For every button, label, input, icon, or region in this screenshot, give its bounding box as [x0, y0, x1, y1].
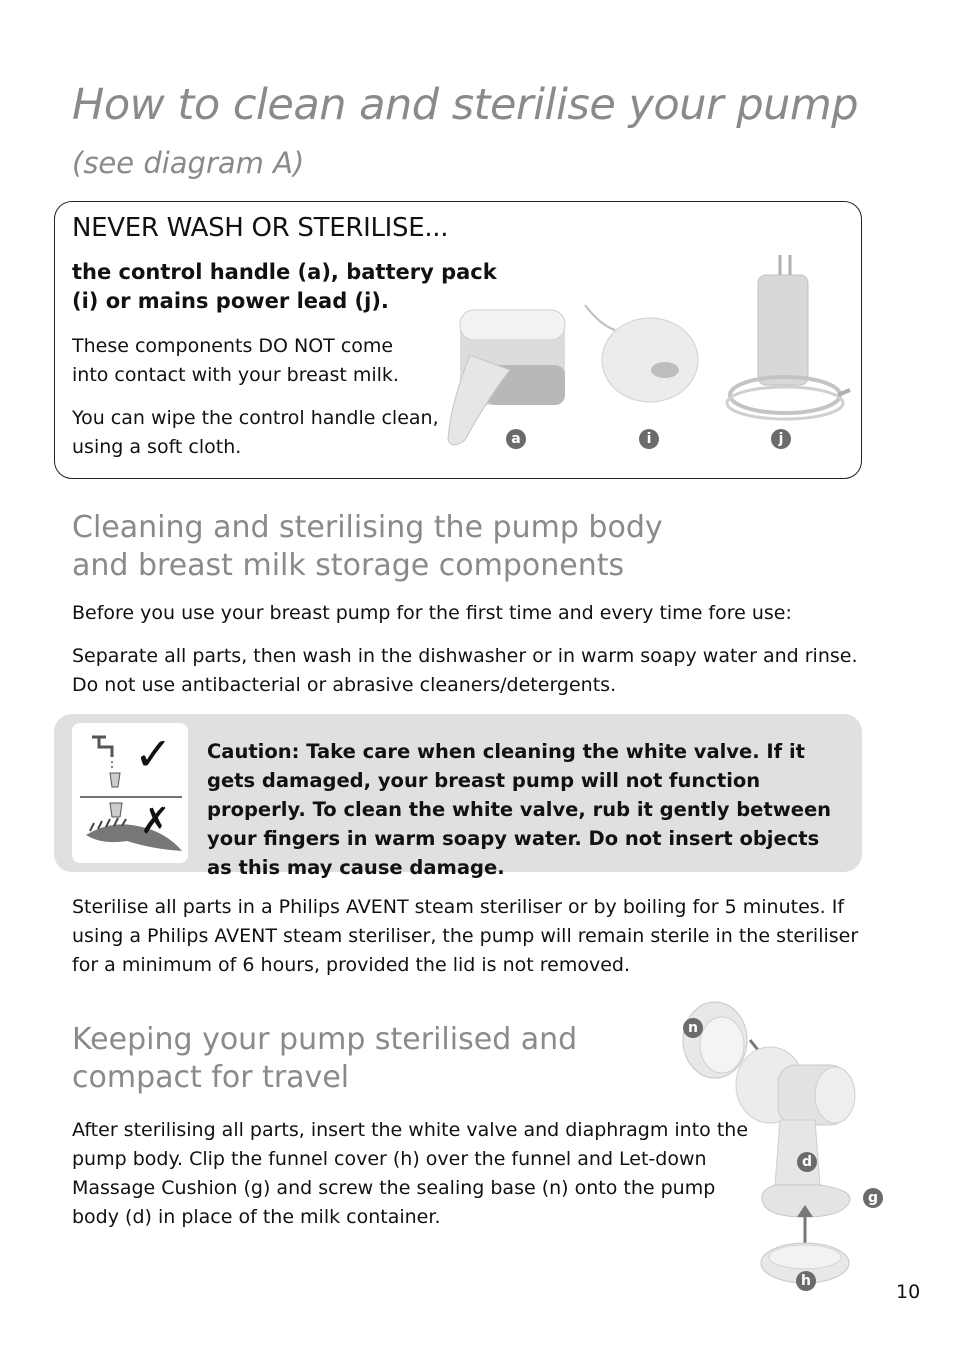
- label-i: i: [639, 429, 659, 449]
- check-mark-icon: ✓: [134, 727, 173, 781]
- page-title: How to clean and sterilise your pump: [72, 80, 859, 130]
- cleaning-paragraph-2: Separate all parts, then wash in the dishwasher or in warm soapy water and rinse. Do not use antibacterial or abrasive cleaners/detergents.: [72, 645, 858, 696]
- label-n: n: [683, 1018, 703, 1038]
- label-j: j: [771, 429, 791, 449]
- sealing-base-image: [683, 1002, 747, 1078]
- battery-pack-image: [585, 305, 698, 402]
- page-number: 10: [896, 1281, 921, 1303]
- never-wash-paragraph-1: These components DO NOT come into contact with your breast milk.: [72, 335, 399, 386]
- label-d: d: [797, 1152, 817, 1172]
- caution-text: Caution: Take care when cleaning the white valve. If it gets damaged, your breast pump will not function properly. To clean the white valve, rub it gently between your fingers in warm soapy water. Do not insert objects as this may cause damage.: [207, 740, 832, 879]
- pump-assembly-illustration: [670, 995, 870, 1295]
- pump-body-image: [736, 1047, 855, 1185]
- power-lead-image: [727, 255, 850, 419]
- travel-section-heading: Keeping your pump sterilised and compact for travel: [72, 1022, 578, 1095]
- control-handle-image: [448, 310, 565, 445]
- page-subtitle: (see diagram A): [72, 146, 305, 180]
- never-wash-heading: NEVER WASH OR STERILISE...: [72, 213, 449, 243]
- cleaning-section-heading: Cleaning and sterilising the pump body and breast milk storage components: [72, 510, 663, 583]
- cleaning-paragraph-1: Before you use your breast pump for the first time and every time fore use:: [72, 602, 792, 624]
- label-a: a: [506, 429, 526, 449]
- sterilise-paragraph: Sterilise all parts in a Philips AVENT steam steriliser or by boiling for 5 minutes. If using a Philips AVENT steam steriliser, the pump will remain sterile in the steriliser for a minimum of 6 hours, provided the lid is not removed.: [72, 896, 859, 976]
- never-wash-paragraph-2: You can wipe the control handle clean, using a soft cloth.: [72, 407, 439, 458]
- label-g: g: [863, 1188, 883, 1208]
- never-wash-subheading: the control handle (a), battery pack (i) or mains power lead (j).: [72, 260, 497, 313]
- label-h: h: [796, 1271, 816, 1291]
- cross-mark-icon: ✗: [140, 801, 171, 842]
- travel-paragraph: After sterilising all parts, insert the white valve and diaphragm into the pump body. Clip the funnel cover (h) over the funnel and Let-down Massage Cushion (g) and screw the sealing base (n) onto the pump body (d) in place of the milk container.: [72, 1119, 749, 1228]
